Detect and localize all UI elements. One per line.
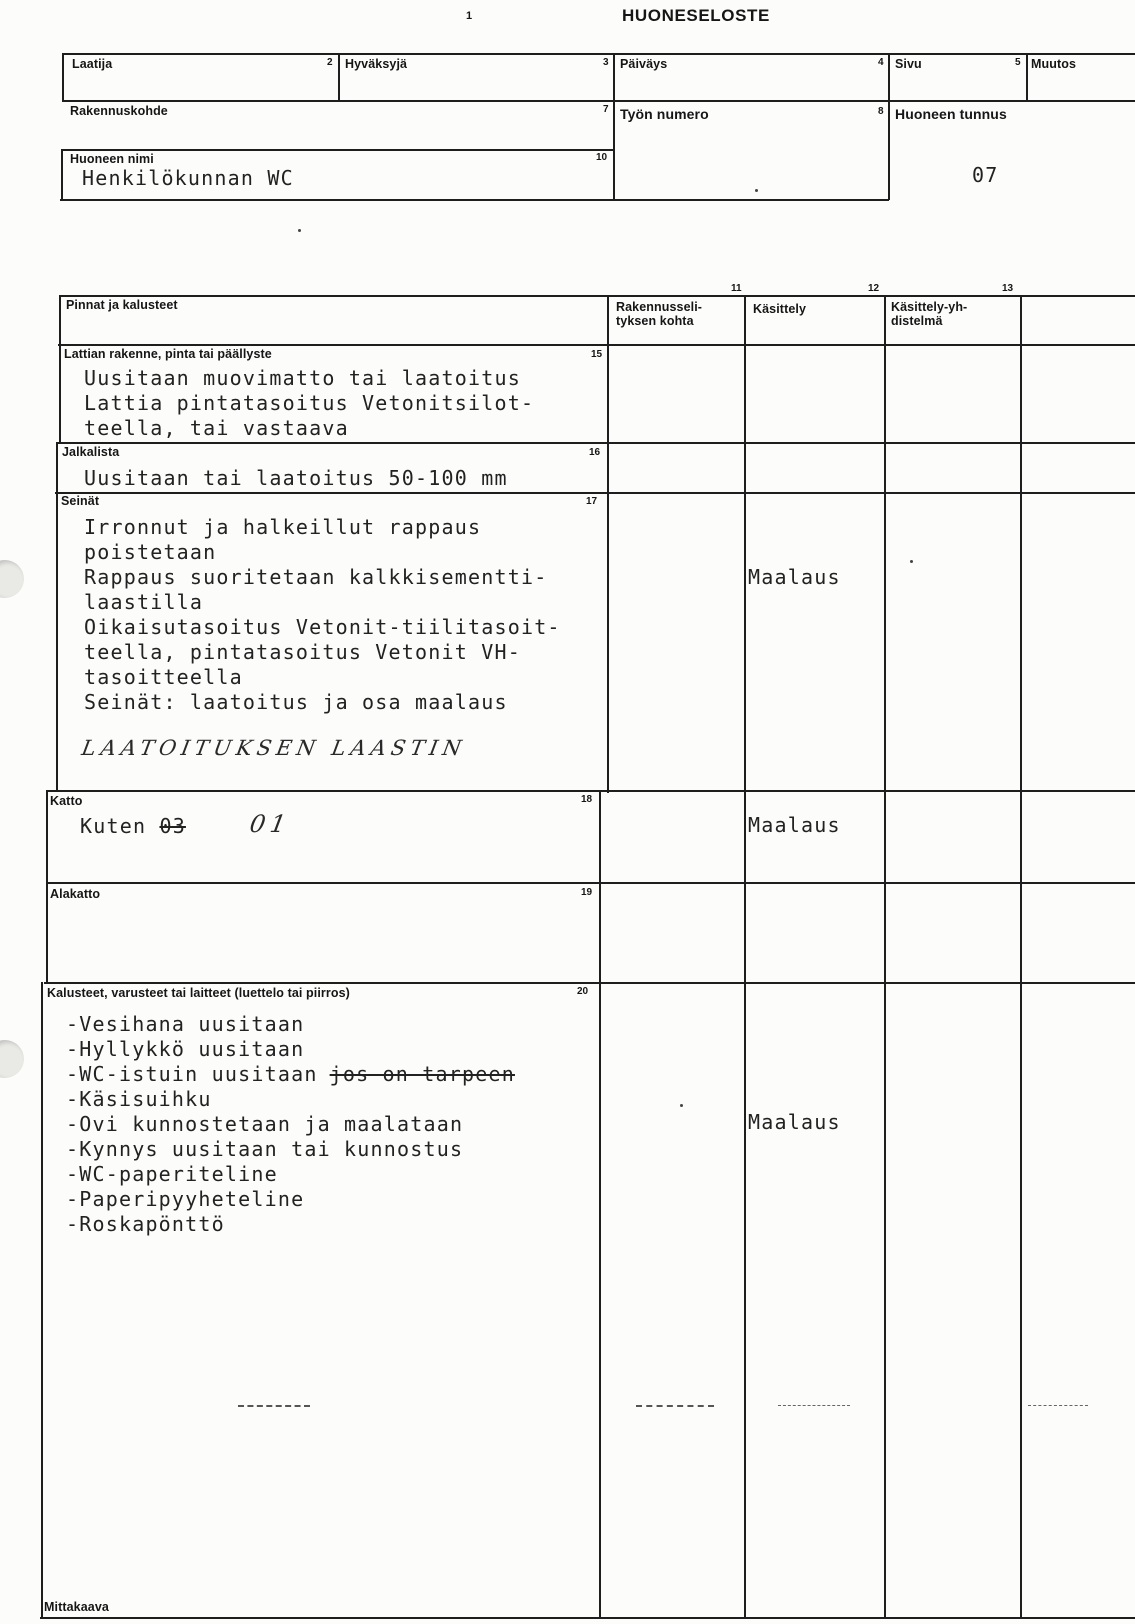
katto-prefix: Kuten [80, 814, 160, 838]
scan-dash [778, 1405, 850, 1406]
seinat-line: Irronnut ja halkeillut rappaus [84, 515, 482, 539]
alakatto-num: 19 [581, 887, 593, 898]
tyon-numero-num: 8 [878, 106, 884, 117]
col-rakennusselitys-label-1: Rakennusseli- [616, 300, 703, 314]
lattia-label: Lattian rakenne, pinta tai päällyste [64, 347, 272, 361]
katto-struck-value: 03 [159, 814, 186, 838]
kalusteet-line: -Vesihana uusitaan [66, 1012, 305, 1036]
seinat-kasittely: Maalaus [748, 565, 841, 589]
laatija-num: 2 [327, 57, 333, 68]
jalkalista-line: Uusitaan tai laatoitus 50-100 mm [84, 466, 508, 490]
kalusteet-line: -Kynnys uusitaan tai kunnostus [66, 1137, 464, 1161]
paivays-num: 4 [878, 57, 884, 68]
rule [1026, 53, 1028, 101]
rule [48, 790, 1135, 792]
alakatto-label: Alakatto [50, 887, 101, 901]
seinat-num: 17 [586, 496, 598, 507]
rule [56, 442, 58, 792]
rule [62, 53, 64, 101]
seinat-label: Seinät [61, 494, 100, 508]
rule [62, 53, 1135, 55]
scan-speck [910, 560, 913, 563]
katto-label: Katto [50, 794, 83, 808]
jalkalista-num: 16 [589, 447, 601, 458]
sivu-label: Sivu [895, 57, 922, 71]
page-number: 1 [466, 10, 473, 22]
huoneen-nimi-num: 10 [596, 152, 608, 163]
kalusteet-num: 20 [577, 986, 589, 997]
seinat-line: Seinät: laatoitus ja osa maalaus [84, 690, 508, 714]
seinat-handwritten-note: LAATOITUKSEN LAASTIN [79, 736, 469, 760]
rule [62, 100, 1135, 102]
col-kasittely-label: Käsittely [753, 302, 807, 316]
paivays-label: Päiväys [620, 57, 668, 71]
kalusteet-line: -Käsisuihku [66, 1087, 212, 1111]
huoneen-tunnus-label: Huoneen tunnus [895, 106, 1007, 122]
kalusteet-line: -Hyllykkö uusitaan [66, 1037, 305, 1061]
rule [44, 982, 1135, 984]
rule [61, 149, 63, 201]
rule [41, 982, 43, 1619]
rule [60, 295, 1135, 297]
rule [60, 199, 889, 201]
col-kasittely-num: 12 [868, 283, 880, 294]
scan-speck [680, 1104, 683, 1107]
sivu-num: 5 [1015, 57, 1021, 68]
rakennuskohde-num: 7 [603, 104, 609, 115]
huoneen-nimi-value: Henkilökunnan WC [82, 166, 294, 190]
jalkalista-label: Jalkalista [62, 445, 120, 459]
kalusteet-line: -Roskapönttö [66, 1212, 225, 1236]
hyvaksyja-num: 3 [603, 57, 609, 68]
scan-speck [298, 229, 301, 232]
col-pinnat-label: Pinnat ja kalusteet [66, 298, 178, 312]
katto-value [80, 814, 186, 838]
huoneen-nimi-label: Huoneen nimi [70, 152, 154, 166]
lattia-line: Uusitaan muovimatto tai laatoitus [84, 366, 521, 390]
rule [884, 295, 886, 1619]
rule [338, 53, 340, 101]
kalusteet-line: -WC-paperiteline [66, 1162, 278, 1186]
punch-hole-bottom [0, 1040, 24, 1078]
katto-num: 18 [581, 794, 593, 805]
seinat-line: Oikaisutasoitus Vetonit-tiilitasoit- [84, 615, 561, 639]
scan-dash [636, 1405, 714, 1407]
scan-speck [755, 189, 758, 192]
rule [40, 1617, 1135, 1619]
rule [613, 53, 615, 200]
lattia-num: 15 [591, 349, 603, 360]
seinat-line: Rappaus suoritetaan kalkkisementti- [84, 565, 548, 589]
rule [62, 149, 613, 151]
rule [888, 53, 890, 200]
seinat-line: teella, pintatasoitus Vetonit VH- [84, 640, 521, 664]
kalusteet-label: Kalusteet, varusteet tai laitteet (luettelo tai piirros) [47, 986, 350, 1000]
laatija-label: Laatija [72, 57, 113, 71]
punch-hole-top [0, 560, 24, 598]
form-title: HUONESELOSTE [622, 6, 770, 25]
katto-handwritten-value: 01 [247, 810, 294, 838]
col-rakennusselitys-num: 11 [731, 283, 742, 294]
kalusteet-line: -Ovi kunnostetaan ja maalataan [66, 1112, 464, 1136]
katto-kasittely: Maalaus [748, 813, 841, 837]
seinat-line: poistetaan [84, 540, 217, 564]
rule [55, 492, 1135, 494]
rule [46, 882, 1135, 884]
kalusteet-wc-line [66, 1062, 515, 1086]
hyvaksyja-label: Hyväksyjä [345, 57, 408, 71]
tyon-numero-label: Työn numero [620, 106, 709, 122]
rakennuskohde-label: Rakennuskohde [70, 104, 168, 118]
seinat-line: tasoitteella [84, 665, 243, 689]
col-yhdistelma-num: 13 [1002, 283, 1014, 294]
rule [58, 344, 1135, 346]
lattia-line: teella, tai vastaava [84, 416, 349, 440]
rule [46, 790, 48, 984]
scan-dash [238, 1405, 310, 1407]
rule [56, 442, 1135, 444]
col-yhdistelma-label-2: distelmä [891, 314, 943, 328]
col-yhdistelma-label-1: Käsittely-yh- [891, 300, 968, 314]
rule [599, 790, 601, 1619]
kalusteet-struck-suffix: jos on tarpeen [329, 1062, 515, 1086]
mittakaava-label: Mittakaava [44, 1600, 109, 1614]
kalusteet-line: -Paperipyyheteline [66, 1187, 305, 1211]
rule [607, 295, 609, 793]
lattia-line: Lattia pintatasoitus Vetonitsilot- [84, 391, 535, 415]
kalusteet-line: -WC-istuin uusitaan [66, 1062, 318, 1086]
kalusteet-kasittely: Maalaus [748, 1110, 841, 1134]
scan-dash [1028, 1405, 1088, 1406]
rule [1020, 295, 1022, 1619]
rule [59, 295, 61, 443]
muutos-label: Muutos [1031, 57, 1077, 71]
seinat-line: laastilla [84, 590, 204, 614]
rule [744, 295, 746, 1619]
col-rakennusselitys-label-2: tyksen kohta [616, 314, 694, 328]
huoneen-tunnus-value: 07 [972, 163, 999, 187]
